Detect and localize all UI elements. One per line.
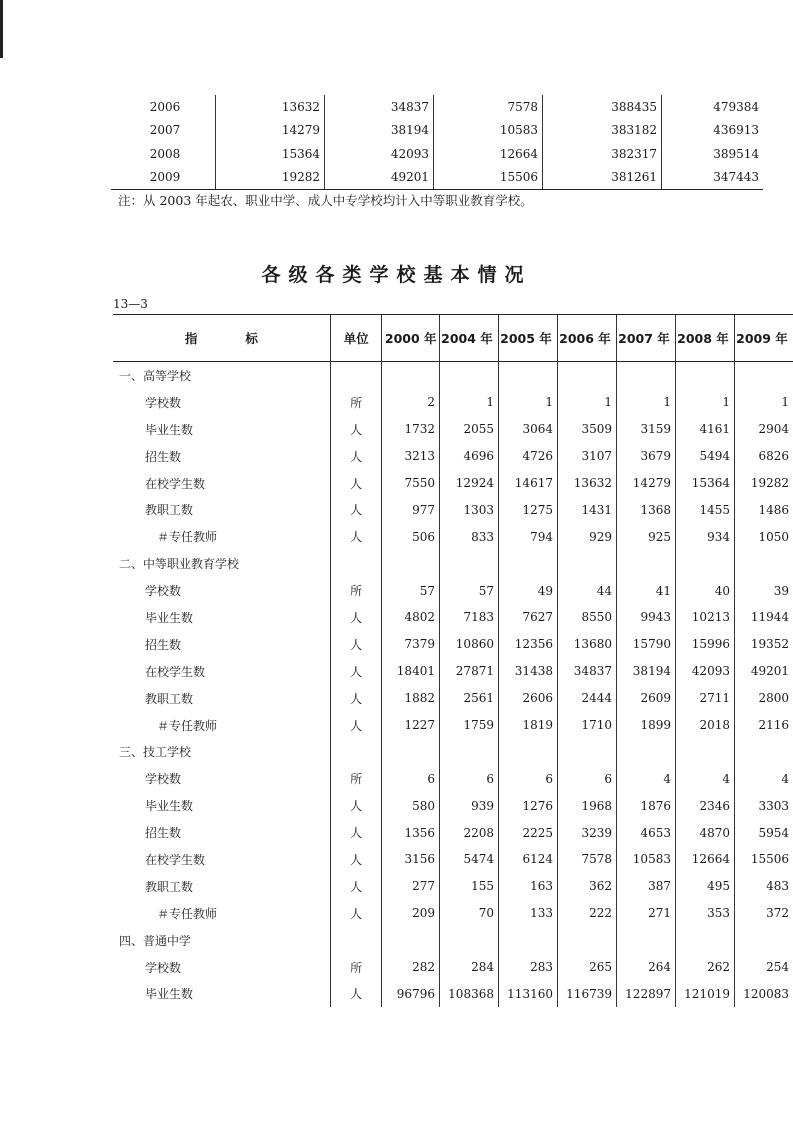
value-cell: 27871 bbox=[439, 658, 498, 685]
value-cell: 1876 bbox=[616, 792, 675, 819]
indicator-name: 招生数 bbox=[145, 637, 182, 652]
value-cell bbox=[734, 927, 793, 954]
value-cell: 833 bbox=[439, 523, 498, 550]
value-cell: 1275 bbox=[498, 496, 557, 523]
value-cell: 483 bbox=[734, 873, 793, 900]
value-cell bbox=[557, 738, 616, 765]
table-row bbox=[113, 631, 793, 658]
value-cell bbox=[616, 362, 675, 389]
value-cell: 3239 bbox=[557, 819, 616, 846]
value-cell: 57 bbox=[439, 577, 498, 604]
unit-cell: 人 bbox=[330, 819, 382, 846]
value-cell: 38194 bbox=[616, 658, 675, 685]
value-cell: 282 bbox=[382, 954, 440, 981]
header-year: 2004 年 bbox=[439, 315, 498, 362]
indicator-name: 教职工数 bbox=[145, 879, 194, 894]
table-row bbox=[113, 846, 793, 873]
indicator-name: 在校学生数 bbox=[145, 476, 206, 491]
value-cell: 4 bbox=[616, 765, 675, 792]
value-cell: 13680 bbox=[557, 631, 616, 658]
table-row bbox=[113, 765, 793, 792]
value-cell: 2800 bbox=[734, 685, 793, 712]
table-row bbox=[113, 900, 793, 927]
value-cell: 1486 bbox=[734, 496, 793, 523]
value-cell: 262 bbox=[675, 954, 734, 981]
table-row bbox=[113, 496, 793, 523]
value-cell bbox=[557, 362, 616, 389]
value-cell: 19282 bbox=[734, 470, 793, 497]
value-cell: 265 bbox=[557, 954, 616, 981]
value-cell: 10583 bbox=[434, 119, 543, 143]
table-row bbox=[113, 873, 793, 900]
value-cell: 5474 bbox=[439, 846, 498, 873]
value-cell: 222 bbox=[557, 900, 616, 927]
value-cell: 4653 bbox=[616, 819, 675, 846]
header-year: 2006 年 bbox=[557, 315, 616, 362]
year-cell: 2008 bbox=[149, 146, 181, 161]
value-cell: 10213 bbox=[675, 604, 734, 631]
year-cell: 2006 bbox=[149, 99, 181, 114]
value-cell: 277 bbox=[382, 873, 440, 900]
value-cell: 12664 bbox=[434, 142, 543, 166]
year-cell: 2007 bbox=[149, 123, 181, 138]
unit-cell bbox=[330, 738, 382, 765]
value-cell: 13632 bbox=[216, 95, 325, 119]
value-cell: 5954 bbox=[734, 819, 793, 846]
value-cell: 479384 bbox=[662, 95, 764, 119]
value-cell: 1732 bbox=[382, 416, 440, 443]
value-cell: 3159 bbox=[616, 416, 675, 443]
indicator-name: 在校学生数 bbox=[145, 852, 206, 867]
unit-cell: 人 bbox=[330, 712, 382, 739]
table-row bbox=[113, 577, 793, 604]
value-cell: 383182 bbox=[543, 119, 662, 143]
value-cell: 49 bbox=[498, 577, 557, 604]
unit-cell: 人 bbox=[330, 685, 382, 712]
value-cell: 2116 bbox=[734, 712, 793, 739]
value-cell: 3679 bbox=[616, 443, 675, 470]
value-cell: 1 bbox=[675, 389, 734, 416]
value-cell: 436913 bbox=[662, 119, 764, 143]
value-cell: 7578 bbox=[434, 95, 543, 119]
value-cell: 120083 bbox=[734, 980, 793, 1007]
value-cell bbox=[382, 738, 440, 765]
value-cell: 113160 bbox=[498, 980, 557, 1007]
value-cell: 15506 bbox=[734, 846, 793, 873]
table-row bbox=[113, 604, 793, 631]
indicator-name: 毕业生数 bbox=[145, 422, 194, 437]
value-cell bbox=[734, 738, 793, 765]
value-cell: 1 bbox=[557, 389, 616, 416]
value-cell: 2 bbox=[382, 389, 440, 416]
header-year: 2007 年 bbox=[616, 315, 675, 362]
value-cell: 1968 bbox=[557, 792, 616, 819]
value-cell: 18401 bbox=[382, 658, 440, 685]
value-cell: 8550 bbox=[557, 604, 616, 631]
table-number: 13—3 bbox=[113, 297, 148, 311]
value-cell: 38194 bbox=[325, 119, 434, 143]
indicator-name: 招生数 bbox=[145, 449, 182, 464]
table-row bbox=[111, 95, 763, 119]
value-cell: 362 bbox=[557, 873, 616, 900]
unit-cell: 人 bbox=[330, 523, 382, 550]
value-cell bbox=[616, 550, 675, 577]
value-cell: 13632 bbox=[557, 470, 616, 497]
value-cell: 42093 bbox=[675, 658, 734, 685]
value-cell: 19352 bbox=[734, 631, 793, 658]
value-cell: 3303 bbox=[734, 792, 793, 819]
value-cell: 1882 bbox=[382, 685, 440, 712]
value-cell: 1 bbox=[734, 389, 793, 416]
value-cell: 10583 bbox=[616, 846, 675, 873]
table-row bbox=[113, 954, 793, 981]
value-cell: 939 bbox=[439, 792, 498, 819]
indicator-name: 学校数 bbox=[145, 960, 182, 975]
unit-cell bbox=[330, 927, 382, 954]
value-cell: 4870 bbox=[675, 819, 734, 846]
value-cell: 3107 bbox=[557, 443, 616, 470]
value-cell: 347443 bbox=[662, 166, 764, 190]
table-row bbox=[113, 712, 793, 739]
unit-cell: 所 bbox=[330, 765, 382, 792]
value-cell: 388435 bbox=[543, 95, 662, 119]
value-cell: 6826 bbox=[734, 443, 793, 470]
value-cell: 4161 bbox=[675, 416, 734, 443]
value-cell: 264 bbox=[616, 954, 675, 981]
value-cell bbox=[734, 550, 793, 577]
value-cell: 1368 bbox=[616, 496, 675, 523]
unit-cell: 人 bbox=[330, 443, 382, 470]
unit-cell: 所 bbox=[330, 389, 382, 416]
value-cell: 34837 bbox=[557, 658, 616, 685]
unit-cell: 人 bbox=[330, 658, 382, 685]
indicator-name: 学校数 bbox=[145, 584, 182, 599]
page-title: 各级各类学校基本情况 bbox=[261, 264, 532, 286]
value-cell: 372 bbox=[734, 900, 793, 927]
value-cell: 3064 bbox=[498, 416, 557, 443]
school-stats-table bbox=[113, 314, 793, 1007]
unit-cell: 人 bbox=[330, 604, 382, 631]
value-cell: 794 bbox=[498, 523, 557, 550]
value-cell: 382317 bbox=[543, 142, 662, 166]
value-cell: 925 bbox=[616, 523, 675, 550]
value-cell: 283 bbox=[498, 954, 557, 981]
value-cell bbox=[498, 927, 557, 954]
indicator-name: 毕业生数 bbox=[145, 610, 194, 625]
section-row bbox=[113, 738, 793, 765]
value-cell: 1227 bbox=[382, 712, 440, 739]
table-row bbox=[111, 166, 763, 190]
section-row bbox=[113, 550, 793, 577]
value-cell bbox=[439, 927, 498, 954]
value-cell: 495 bbox=[675, 873, 734, 900]
unit-cell: 所 bbox=[330, 954, 382, 981]
value-cell: 6 bbox=[557, 765, 616, 792]
value-cell: 284 bbox=[439, 954, 498, 981]
table-row bbox=[113, 685, 793, 712]
value-cell: 1 bbox=[439, 389, 498, 416]
value-cell: 2444 bbox=[557, 685, 616, 712]
value-cell: 7550 bbox=[382, 470, 440, 497]
unit-cell: 人 bbox=[330, 792, 382, 819]
value-cell: 133 bbox=[498, 900, 557, 927]
value-cell: 254 bbox=[734, 954, 793, 981]
value-cell bbox=[439, 738, 498, 765]
value-cell: 2606 bbox=[498, 685, 557, 712]
section-row bbox=[113, 927, 793, 954]
value-cell: 108368 bbox=[439, 980, 498, 1007]
value-cell: 12924 bbox=[439, 470, 498, 497]
value-cell bbox=[675, 738, 734, 765]
unit-cell: 人 bbox=[330, 846, 382, 873]
value-cell: 121019 bbox=[675, 980, 734, 1007]
value-cell: 15364 bbox=[216, 142, 325, 166]
value-cell bbox=[498, 362, 557, 389]
value-cell: 4 bbox=[675, 765, 734, 792]
value-cell: 353 bbox=[675, 900, 734, 927]
unit-cell: 所 bbox=[330, 577, 382, 604]
value-cell: 2346 bbox=[675, 792, 734, 819]
value-cell bbox=[498, 550, 557, 577]
value-cell: 1431 bbox=[557, 496, 616, 523]
indicator-name: 毕业生数 bbox=[145, 799, 194, 814]
table-row bbox=[113, 443, 793, 470]
value-cell: 1 bbox=[498, 389, 557, 416]
header-indicator-left: 指 bbox=[184, 331, 198, 346]
value-cell bbox=[439, 362, 498, 389]
value-cell: 122897 bbox=[616, 980, 675, 1007]
value-cell: 15506 bbox=[434, 166, 543, 190]
value-cell: 2561 bbox=[439, 685, 498, 712]
value-cell bbox=[675, 550, 734, 577]
section-name: 三、技工学校 bbox=[119, 745, 192, 760]
table-row bbox=[113, 523, 793, 550]
value-cell bbox=[439, 550, 498, 577]
header-indicator bbox=[113, 315, 330, 362]
unit-cell: 人 bbox=[330, 496, 382, 523]
value-cell: 209 bbox=[382, 900, 440, 927]
value-cell: 2609 bbox=[616, 685, 675, 712]
value-cell: 2711 bbox=[675, 685, 734, 712]
value-cell: 42093 bbox=[325, 142, 434, 166]
value-cell: 2208 bbox=[439, 819, 498, 846]
value-cell: 116739 bbox=[557, 980, 616, 1007]
value-cell: 1455 bbox=[675, 496, 734, 523]
unit-cell: 人 bbox=[330, 980, 382, 1007]
value-cell: 389514 bbox=[662, 142, 764, 166]
continued-table bbox=[111, 95, 763, 190]
value-cell: 4802 bbox=[382, 604, 440, 631]
value-cell: 7627 bbox=[498, 604, 557, 631]
value-cell: 1899 bbox=[616, 712, 675, 739]
value-cell: 3156 bbox=[382, 846, 440, 873]
value-cell: 12356 bbox=[498, 631, 557, 658]
value-cell: 1710 bbox=[557, 712, 616, 739]
value-cell: 19282 bbox=[216, 166, 325, 190]
table-row bbox=[113, 658, 793, 685]
indicator-name: 学校数 bbox=[145, 395, 182, 410]
value-cell: 1303 bbox=[439, 496, 498, 523]
value-cell: 2055 bbox=[439, 416, 498, 443]
value-cell: 1050 bbox=[734, 523, 793, 550]
value-cell: 15996 bbox=[675, 631, 734, 658]
value-cell: 3509 bbox=[557, 416, 616, 443]
value-cell: 15790 bbox=[616, 631, 675, 658]
value-cell bbox=[498, 738, 557, 765]
value-cell: 7183 bbox=[439, 604, 498, 631]
unit-cell bbox=[330, 362, 382, 389]
value-cell bbox=[616, 927, 675, 954]
table-row bbox=[113, 792, 793, 819]
value-cell: 155 bbox=[439, 873, 498, 900]
value-cell: 1759 bbox=[439, 712, 498, 739]
value-cell: 3213 bbox=[382, 443, 440, 470]
value-cell: 506 bbox=[382, 523, 440, 550]
value-cell: 9943 bbox=[616, 604, 675, 631]
value-cell: 271 bbox=[616, 900, 675, 927]
value-cell: 929 bbox=[557, 523, 616, 550]
value-cell: 31438 bbox=[498, 658, 557, 685]
value-cell: 6 bbox=[439, 765, 498, 792]
value-cell: 15364 bbox=[675, 470, 734, 497]
indicator-name: 在校学生数 bbox=[145, 664, 206, 679]
indicator-name: 教职工数 bbox=[145, 691, 194, 706]
value-cell: 57 bbox=[382, 577, 440, 604]
table-row bbox=[113, 470, 793, 497]
value-cell: 49201 bbox=[325, 166, 434, 190]
header-year: 2008 年 bbox=[675, 315, 734, 362]
value-cell bbox=[382, 550, 440, 577]
unit-cell: 人 bbox=[330, 416, 382, 443]
value-cell: 5494 bbox=[675, 443, 734, 470]
value-cell: 1 bbox=[616, 389, 675, 416]
header-unit: 单位 bbox=[330, 315, 382, 362]
value-cell: 4696 bbox=[439, 443, 498, 470]
value-cell: 1356 bbox=[382, 819, 440, 846]
value-cell: 10860 bbox=[439, 631, 498, 658]
value-cell: 14279 bbox=[216, 119, 325, 143]
value-cell: 6 bbox=[498, 765, 557, 792]
table-row bbox=[113, 416, 793, 443]
year-cell: 2009 bbox=[111, 166, 216, 190]
value-cell: 14279 bbox=[616, 470, 675, 497]
value-cell bbox=[675, 362, 734, 389]
table-row bbox=[111, 142, 763, 166]
table-row bbox=[113, 980, 793, 1007]
value-cell: 39 bbox=[734, 577, 793, 604]
value-cell: 96796 bbox=[382, 980, 440, 1007]
header-year: 2000 年 bbox=[382, 315, 440, 362]
value-cell: 1819 bbox=[498, 712, 557, 739]
value-cell bbox=[616, 738, 675, 765]
header-year: 2009 年 bbox=[734, 315, 793, 362]
value-cell: 381261 bbox=[543, 166, 662, 190]
table-row bbox=[113, 389, 793, 416]
value-cell: 41 bbox=[616, 577, 675, 604]
value-cell: 977 bbox=[382, 496, 440, 523]
value-cell: 40 bbox=[675, 577, 734, 604]
table-row bbox=[113, 819, 793, 846]
value-cell: 44 bbox=[557, 577, 616, 604]
value-cell: 2225 bbox=[498, 819, 557, 846]
section-name: 二、中等职业教育学校 bbox=[119, 557, 240, 572]
value-cell bbox=[557, 550, 616, 577]
value-cell: 4 bbox=[734, 765, 793, 792]
indicator-name: 学校数 bbox=[145, 772, 182, 787]
header-year: 2005 年 bbox=[498, 315, 557, 362]
value-cell: 6124 bbox=[498, 846, 557, 873]
value-cell: 2018 bbox=[675, 712, 734, 739]
value-cell bbox=[734, 362, 793, 389]
header-row bbox=[113, 315, 793, 362]
value-cell: 70 bbox=[439, 900, 498, 927]
unit-cell: 人 bbox=[330, 873, 382, 900]
value-cell: 163 bbox=[498, 873, 557, 900]
value-cell bbox=[675, 927, 734, 954]
indicator-name: 教职工数 bbox=[145, 503, 194, 518]
section-name: 一、高等学校 bbox=[119, 368, 192, 383]
value-cell bbox=[557, 927, 616, 954]
value-cell: 1276 bbox=[498, 792, 557, 819]
value-cell: 7578 bbox=[557, 846, 616, 873]
value-cell: 7379 bbox=[382, 631, 440, 658]
value-cell: 2904 bbox=[734, 416, 793, 443]
value-cell: 387 bbox=[616, 873, 675, 900]
section-name: 四、普通中学 bbox=[119, 933, 192, 948]
value-cell: 580 bbox=[382, 792, 440, 819]
indicator-name: 招生数 bbox=[145, 826, 182, 841]
value-cell: 14617 bbox=[498, 470, 557, 497]
value-cell bbox=[382, 362, 440, 389]
page-edge-line bbox=[0, 0, 3, 58]
table-row bbox=[111, 119, 763, 143]
unit-cell: 人 bbox=[330, 900, 382, 927]
value-cell: 12664 bbox=[675, 846, 734, 873]
value-cell bbox=[382, 927, 440, 954]
value-cell: 49201 bbox=[734, 658, 793, 685]
unit-cell bbox=[330, 550, 382, 577]
unit-cell: 人 bbox=[330, 470, 382, 497]
unit-cell: 人 bbox=[330, 631, 382, 658]
table-note: 注：从 2003 年起农、职业中学、成人中专学校均计入中等职业教育学校。 bbox=[118, 193, 533, 208]
value-cell: 6 bbox=[382, 765, 440, 792]
value-cell: 11944 bbox=[734, 604, 793, 631]
value-cell: 4726 bbox=[498, 443, 557, 470]
indicator-name: ＃专任教师 bbox=[157, 718, 218, 733]
value-cell: 34837 bbox=[325, 95, 434, 119]
header-indicator-right: 标 bbox=[245, 331, 258, 346]
indicator-name: ＃专任教师 bbox=[157, 530, 218, 545]
section-row bbox=[113, 362, 793, 389]
indicator-name: ＃专任教师 bbox=[157, 906, 218, 921]
indicator-name: 毕业生数 bbox=[145, 987, 194, 1002]
value-cell: 934 bbox=[675, 523, 734, 550]
